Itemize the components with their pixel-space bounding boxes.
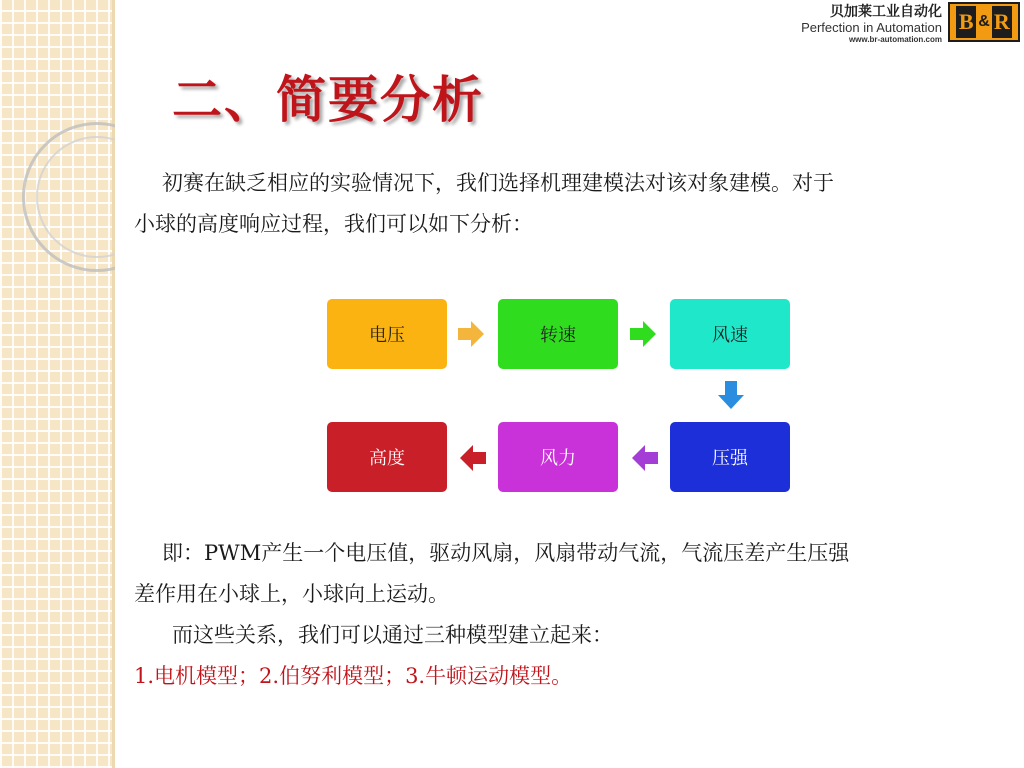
intro-line-1: 初赛在缺乏相应的实验情况下，我们选择机理建模法对该对象建模。对于	[162, 171, 834, 195]
flow-box-height	[327, 422, 447, 492]
flow-box-pressure	[670, 422, 790, 492]
explain-line-2: 差作用在小球上，小球向上运动。	[134, 582, 449, 606]
arrow-right-icon	[630, 321, 656, 347]
explain-line-1: 即：PWM产生一个电压值，驱动风扇，风扇带动气流，气流压差产生压强	[162, 541, 850, 565]
company-logo	[801, 2, 1020, 46]
slide-title: 二、简要分析	[172, 71, 484, 129]
logo-url: www.br-automation.com	[848, 35, 942, 44]
explanation-paragraph	[134, 533, 994, 697]
flow-box-voltage	[327, 299, 447, 369]
logo-ampersand: &	[978, 13, 990, 30]
explain-line-3: 而这些关系，我们可以通过三种模型建立起来：	[172, 623, 613, 647]
arrow-right-icon	[458, 321, 484, 347]
flow-box-wind-force	[498, 422, 618, 492]
flow-box-label: 风力	[540, 448, 576, 469]
arrow-left-icon	[632, 445, 658, 471]
logo-badge	[948, 2, 1020, 42]
logo-letter-r: R	[992, 6, 1012, 38]
flow-box-rotation-speed	[498, 299, 618, 369]
flow-box-wind-speed	[670, 299, 790, 369]
flow-box-label: 高度	[369, 448, 405, 469]
left-decorative-strip	[0, 0, 115, 768]
logo-text	[801, 2, 942, 45]
intro-line-2: 小球的高度响应过程，我们可以如下分析：	[134, 212, 533, 236]
model-list: 1.电机模型；2.伯努利模型；3.牛顿运动模型。	[134, 664, 573, 688]
intro-paragraph	[134, 163, 994, 245]
arrow-left-icon	[460, 445, 486, 471]
flow-box-label: 风速	[712, 325, 748, 346]
flow-box-label: 压强	[712, 448, 748, 469]
logo-letter-b: B	[956, 6, 976, 38]
flow-box-label: 转速	[540, 325, 576, 346]
flow-box-label: 电压	[369, 325, 405, 346]
arrow-down-icon	[718, 381, 744, 409]
logo-company-name: 贝加莱工业自动化	[830, 4, 942, 20]
logo-tagline: Perfection in Automation	[801, 20, 942, 35]
